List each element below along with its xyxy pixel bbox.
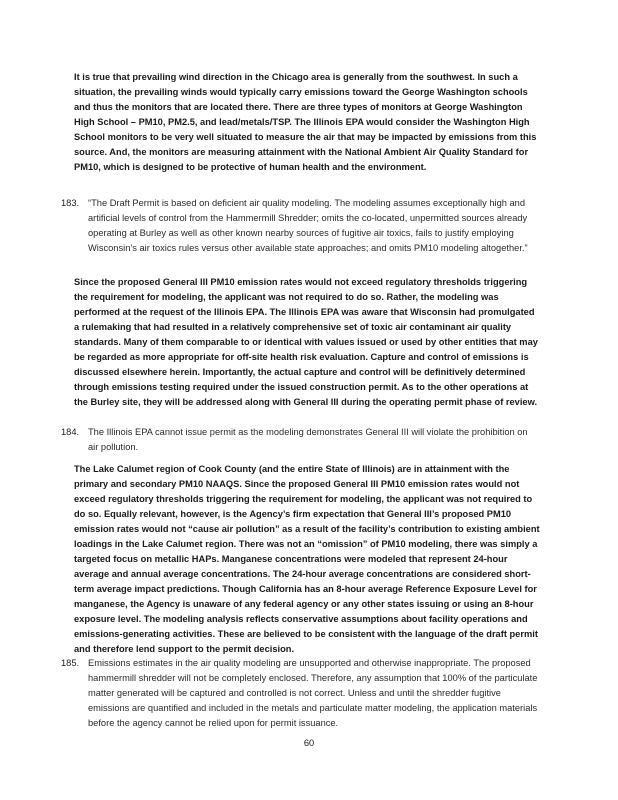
comment-number-183: 183. [61, 198, 80, 208]
comment-185-text: Emissions estimates in the air quality modeling are unsupported and otherwise inappropriate. The proposed hammermill shredder will not be completely enclosed. Therefore, any assumption that 100% of the particulate matter generated will be captured and controlled is not correct. Unless and until the shredder fugitive emissions are quantified and included in the metals and particulate matter modeling, the application materials before the agency cannot be relied upon for permit issuance. [88, 658, 538, 728]
comment-number-185: 185. [61, 658, 80, 668]
comment-184-text: The Illinois EPA cannot issue permit as the modeling demonstrates General III will violate the prohibition on air pollution. [88, 427, 528, 452]
comment-number-184: 184. [61, 427, 80, 437]
response-184-paragraph: The Lake Calumet region of Cook County (and the entire State of Illinois) are in attainment with the primary and secondary PM10 NAAQS. Since the proposed General III PM10 emission rates would not exceed regulatory thresholds triggering the requirement for modeling, the applicant was not required to do so. Equally relevant, however, is the Agency’s firm expectation that General III’s proposed PM10 emission rates would not “cause air pollution” as a result of the facility’s contribution to existing ambient loadings in the Lake Calumet region. There was not an “omission” of PM10 modeling, there was simply a targeted focus on metallic HAPs. Manganese concentrations were modeled that represent 24-hour average and annual average concentrations. The 24-hour average concentrations are considered short-term average impact predictions. Though California has an 8-hour average Reference Exposure Level for manganese, the Agency is unaware of any federal agency or any other states issuing or using an 8-hour exposure level. The modeling analysis reflects conservative assumptions about facility operations and emissions-generating activities. These are believed to be consistent with the language of the draft permit and therefore lend support to the permit decision. [74, 464, 540, 654]
response-paragraph-top: It is true that prevailing wind direction in the Chicago area is generally from the southwest. In such a situation, the prevailing winds would typically carry emissions toward the George Washington schools and thus the monitors that are located there. There are three types of monitors at George Washington High School – PM10, PM2.5, and lead/metals/TSP. The Illinois EPA would consider the Washington High School monitors to be very well situated to measure the air that may be impacted by emissions from this source. And, the monitors are measuring attainment with the National Ambient Air Quality Standard for PM10, which is designed to be protective of human health and the environment. [74, 72, 537, 172]
comment-183-text: “The Draft Permit is based on deficient air quality modeling. The modeling assumes exceptionally high and artificial levels of control from the Hammermill Shredder; omits the co-located, unpermitted sources already operating at Burley as well as other known nearby sources of fugitive air toxics, fails to justify employing Wisconsin’s air toxics rules versus other available state approaches; and omits PM10 modeling altogether.” [88, 198, 528, 253]
response-183-paragraph: Since the proposed General III PM10 emission rates would not exceed regulatory thresholds triggering the requirement for modeling, the applicant was not required to do so. Rather, the modeling was performed at the request of the Illinois EPA. The Illinois EPA was aware that Wisconsin had promulgated a rulemaking that had resulted in a relatively comprehensive set of toxic air contaminant air quality standards. Many of them comparable to or identical with values issued or used by other entities that may be regarded as more appropriate for off-site health risk evaluation. Capture and control of emissions is discussed elsewhere herein. Importantly, the actual capture and control will be definitively determined through emissions testing required under the issued construction permit. As to the other operations at the Burley site, they will be addressed along with General III during the operating permit phase of review. [74, 277, 538, 407]
page-number: 60 [303, 738, 315, 748]
